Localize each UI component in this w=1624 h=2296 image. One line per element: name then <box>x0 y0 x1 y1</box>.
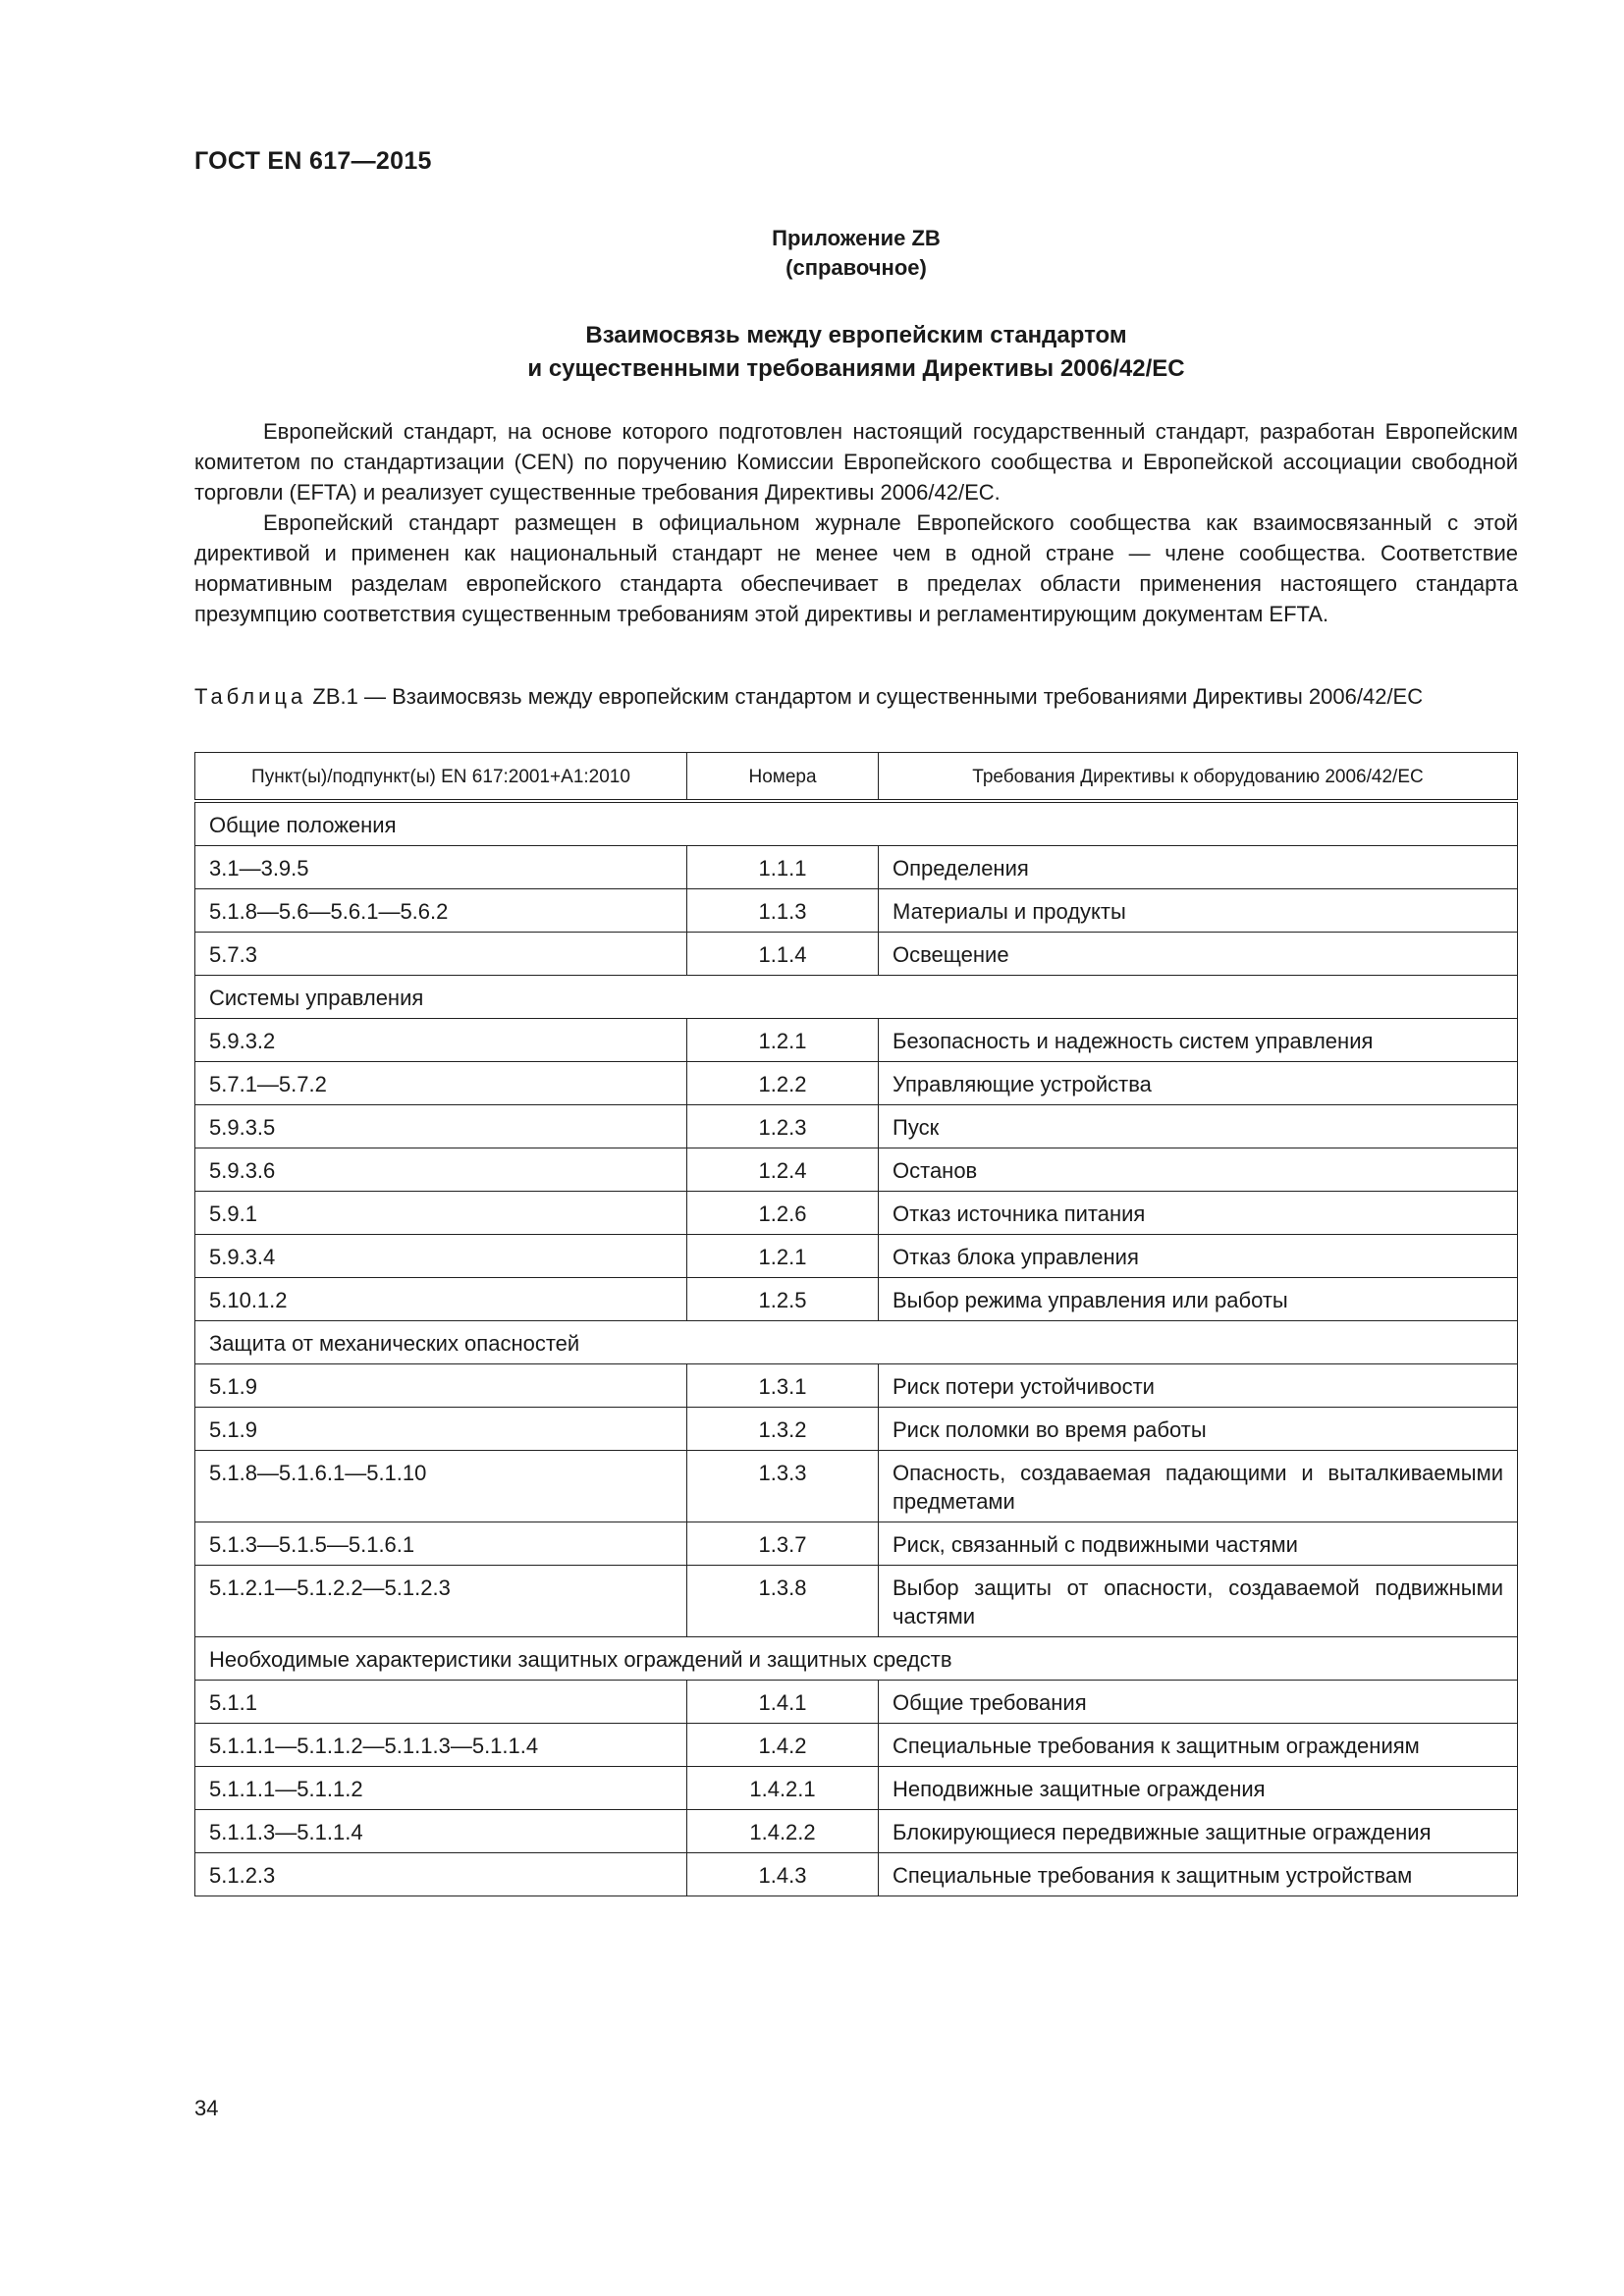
table-row <box>195 1810 1518 1853</box>
section-heading-cell: Общие положения <box>195 801 1518 846</box>
table-section-row <box>195 1321 1518 1364</box>
clause-cell: 5.1.1.3—5.1.1.4 <box>195 1810 687 1853</box>
clause-cell: 5.1.8—5.6—5.6.1—5.6.2 <box>195 889 687 933</box>
table-section-row <box>195 1637 1518 1681</box>
number-cell: 1.2.1 <box>687 1235 879 1278</box>
table-row <box>195 1364 1518 1408</box>
requirement-cell: Опасность, создаваемая падающими и выталкиваемыми предметами <box>879 1451 1518 1522</box>
annex-heading <box>194 224 1518 283</box>
requirement-cell: Выбор защиты от опасности, создаваемой подвижными частями <box>879 1566 1518 1637</box>
requirement-cell: Риск потери устойчивости <box>879 1364 1518 1408</box>
correspondence-table <box>194 752 1518 1896</box>
requirement-cell: Останов <box>879 1148 1518 1192</box>
requirement-cell: Неподвижные защитные ограждения <box>879 1767 1518 1810</box>
number-cell: 1.2.5 <box>687 1278 879 1321</box>
table-caption <box>194 681 1518 712</box>
number-cell: 1.3.7 <box>687 1522 879 1566</box>
paragraph-2: Европейский стандарт размещен в официальном журнале Европейского сообщества как взаимосвязанный с этой директивой и применен как национальный стандарт не менее чем в одной стране — члене сообщества. Соответствие нормативным разделам европейского стандарта обеспечивает в пределах области применения настоящего стандарта презумпцию соответствия существенным требованиям этой директивы и регламентирующим документам EFTA. <box>194 510 1518 626</box>
section-title-line-2: и существенными требованиями Директивы 2006/42/ЕС <box>527 355 1185 382</box>
number-cell: 1.1.3 <box>687 889 879 933</box>
annex-title: Приложение ZB <box>772 226 941 250</box>
clause-cell: 5.1.1 <box>195 1681 687 1724</box>
requirement-cell: Риск поломки во время работы <box>879 1408 1518 1451</box>
table-row <box>195 1062 1518 1105</box>
number-cell: 1.2.4 <box>687 1148 879 1192</box>
section-heading-cell: Защита от механических опасностей <box>195 1321 1518 1364</box>
table-header-row <box>195 753 1518 802</box>
number-cell: 1.3.1 <box>687 1364 879 1408</box>
number-cell: 1.4.3 <box>687 1853 879 1896</box>
number-cell: 1.2.2 <box>687 1062 879 1105</box>
clause-cell: 5.1.2.3 <box>195 1853 687 1896</box>
number-cell: 1.2.6 <box>687 1192 879 1235</box>
section-title <box>194 319 1518 386</box>
table-row <box>195 1522 1518 1566</box>
header-requirements: Требования Директивы к оборудованию 2006/42/ЕС <box>879 753 1518 802</box>
header-clauses: Пункт(ы)/подпункт(ы) EN 617:2001+A1:2010 <box>195 753 687 802</box>
requirement-cell: Определения <box>879 846 1518 889</box>
section-heading-cell: Необходимые характеристики защитных ограждений и защитных средств <box>195 1637 1518 1681</box>
number-cell: 1.4.2.1 <box>687 1767 879 1810</box>
number-cell: 1.4.1 <box>687 1681 879 1724</box>
requirement-cell: Специальные требования к защитным ограждениям <box>879 1724 1518 1767</box>
clause-cell: 5.9.3.5 <box>195 1105 687 1148</box>
table-row <box>195 1278 1518 1321</box>
requirement-cell: Выбор режима управления или работы <box>879 1278 1518 1321</box>
body-text <box>194 416 1518 629</box>
clause-cell: 5.7.3 <box>195 933 687 976</box>
clause-cell: 3.1—3.9.5 <box>195 846 687 889</box>
clause-cell: 5.9.3.4 <box>195 1235 687 1278</box>
clause-cell: 5.1.9 <box>195 1364 687 1408</box>
table-row <box>195 889 1518 933</box>
table-row <box>195 933 1518 976</box>
requirement-cell: Отказ источника питания <box>879 1192 1518 1235</box>
table-section-row <box>195 976 1518 1019</box>
number-cell: 1.4.2.2 <box>687 1810 879 1853</box>
table-section-row <box>195 801 1518 846</box>
table-row <box>195 1408 1518 1451</box>
table-body <box>195 801 1518 1896</box>
clause-cell: 5.1.2.1—5.1.2.2—5.1.2.3 <box>195 1566 687 1637</box>
number-cell: 1.3.2 <box>687 1408 879 1451</box>
page-number: 34 <box>194 2096 219 2120</box>
requirement-cell: Отказ блока управления <box>879 1235 1518 1278</box>
table-row <box>195 1767 1518 1810</box>
header-numbers: Номера <box>687 753 879 802</box>
clause-cell: 5.9.3.6 <box>195 1148 687 1192</box>
clause-cell: 5.1.9 <box>195 1408 687 1451</box>
table-row <box>195 1566 1518 1637</box>
table-row <box>195 1724 1518 1767</box>
table-caption-label: Таблица <box>194 684 307 709</box>
number-cell: 1.2.3 <box>687 1105 879 1148</box>
clause-cell: 5.1.3—5.1.5—5.1.6.1 <box>195 1522 687 1566</box>
section-heading-cell: Системы управления <box>195 976 1518 1019</box>
clause-cell: 5.1.8—5.1.6.1—5.1.10 <box>195 1451 687 1522</box>
table-row <box>195 1451 1518 1522</box>
number-cell: 1.3.8 <box>687 1566 879 1637</box>
table-row <box>195 1105 1518 1148</box>
annex-status: (справочное) <box>785 255 927 280</box>
section-title-line-1: Взаимосвязь между европейским стандартом <box>585 322 1127 348</box>
table-row <box>195 1019 1518 1062</box>
number-cell: 1.3.3 <box>687 1451 879 1522</box>
table-row <box>195 1148 1518 1192</box>
requirement-cell: Пуск <box>879 1105 1518 1148</box>
number-cell: 1.1.1 <box>687 846 879 889</box>
paragraph-1: Европейский стандарт, на основе которого подготовлен настоящий государственный стандарт, разработан Европейским комитетом по стандартизации (CEN) по поручению Комиссии Европейского сообщества и Европейской ассоциации свободной торговли (EFTA) и реализует существенные требования Директивы 2006/42/ЕС. <box>194 419 1518 505</box>
clause-cell: 5.1.1.1—5.1.1.2—5.1.1.3—5.1.1.4 <box>195 1724 687 1767</box>
clause-cell: 5.10.1.2 <box>195 1278 687 1321</box>
document-header: ГОСТ EN 617—2015 <box>194 147 432 175</box>
number-cell: 1.2.1 <box>687 1019 879 1062</box>
requirement-cell: Безопасность и надежность систем управления <box>879 1019 1518 1062</box>
table-row <box>195 1192 1518 1235</box>
clause-cell: 5.7.1—5.7.2 <box>195 1062 687 1105</box>
number-cell: 1.4.2 <box>687 1724 879 1767</box>
requirement-cell: Блокирующиеся передвижные защитные ограждения <box>879 1810 1518 1853</box>
requirement-cell: Управляющие устройства <box>879 1062 1518 1105</box>
requirement-cell: Риск, связанный с подвижными частями <box>879 1522 1518 1566</box>
requirement-cell: Материалы и продукты <box>879 889 1518 933</box>
table-row <box>195 1681 1518 1724</box>
table-row <box>195 1235 1518 1278</box>
table-caption-text: ZB.1 — Взаимосвязь между европейским стандартом и существенными требованиями Директивы 2006/42/ЕС <box>312 684 1424 709</box>
number-cell: 1.1.4 <box>687 933 879 976</box>
requirement-cell: Специальные требования к защитным устройствам <box>879 1853 1518 1896</box>
clause-cell: 5.1.1.1—5.1.1.2 <box>195 1767 687 1810</box>
requirement-cell: Освещение <box>879 933 1518 976</box>
requirement-cell: Общие требования <box>879 1681 1518 1724</box>
table-row <box>195 846 1518 889</box>
table-row <box>195 1853 1518 1896</box>
clause-cell: 5.9.1 <box>195 1192 687 1235</box>
clause-cell: 5.9.3.2 <box>195 1019 687 1062</box>
